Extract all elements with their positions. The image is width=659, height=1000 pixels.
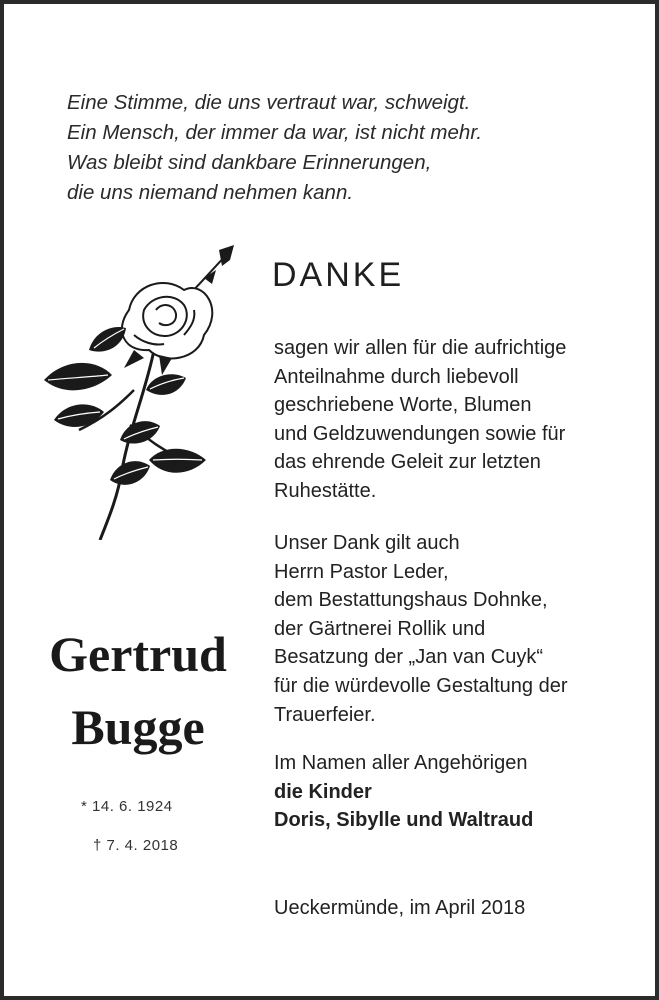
poem-line: Was bleibt sind dankbare Erinnerungen, bbox=[67, 151, 432, 174]
poem-line: die uns niemand nehmen kann. bbox=[67, 181, 354, 204]
text-line: geschriebene Worte, Blumen bbox=[274, 394, 532, 417]
text-line: sagen wir allen für die aufrichtige bbox=[274, 337, 567, 359]
text-line: dem Bestattungshaus Dohnke, bbox=[274, 589, 548, 612]
text-line: Trauerfeier. bbox=[274, 703, 376, 726]
text-line: der Gärtnerei Rollik und bbox=[274, 617, 486, 640]
text-line: Besatzung der „Jan van Cuyk“ bbox=[274, 646, 544, 669]
text-line: und Geldzuwendungen sowie für bbox=[274, 422, 566, 445]
signature-line: die Kinder bbox=[274, 780, 372, 803]
death-date: † 7. 4. 2018 bbox=[93, 837, 179, 854]
signature-intro: Im Namen aller Angehörigen bbox=[274, 752, 528, 774]
poem-line: Ein Mensch, der immer da war, ist nicht mehr. bbox=[67, 121, 483, 144]
signature-names: Doris, Sibylle und Waltraud bbox=[274, 809, 534, 832]
text-line: für die würdevolle Gestaltung der bbox=[274, 674, 568, 697]
deceased-first-name: Gertrud bbox=[49, 626, 227, 682]
rose-icon bbox=[34, 240, 244, 540]
text-line: Anteilnahme durch liebevoll bbox=[274, 365, 519, 388]
poem bbox=[67, 88, 627, 208]
birth-date: * 14. 6. 1924 bbox=[81, 798, 173, 815]
text-line: Herrn Pastor Leder, bbox=[274, 560, 449, 583]
acknowledgement-paragraph bbox=[274, 529, 644, 729]
signature bbox=[274, 749, 644, 835]
thanks-paragraph bbox=[274, 334, 644, 506]
deceased-last-name: Bugge bbox=[71, 699, 205, 755]
text-line: Ruhestätte. bbox=[274, 479, 377, 502]
poem-line: Eine Stimme, die uns vertraut war, schweigt. bbox=[67, 91, 471, 114]
text-line: Unser Dank gilt auch bbox=[274, 532, 460, 554]
text-line: das ehrende Geleit zur letzten bbox=[274, 451, 541, 474]
thanks-heading: DANKE bbox=[272, 256, 405, 294]
place-date: Ueckermünde, im April 2018 bbox=[274, 897, 526, 919]
